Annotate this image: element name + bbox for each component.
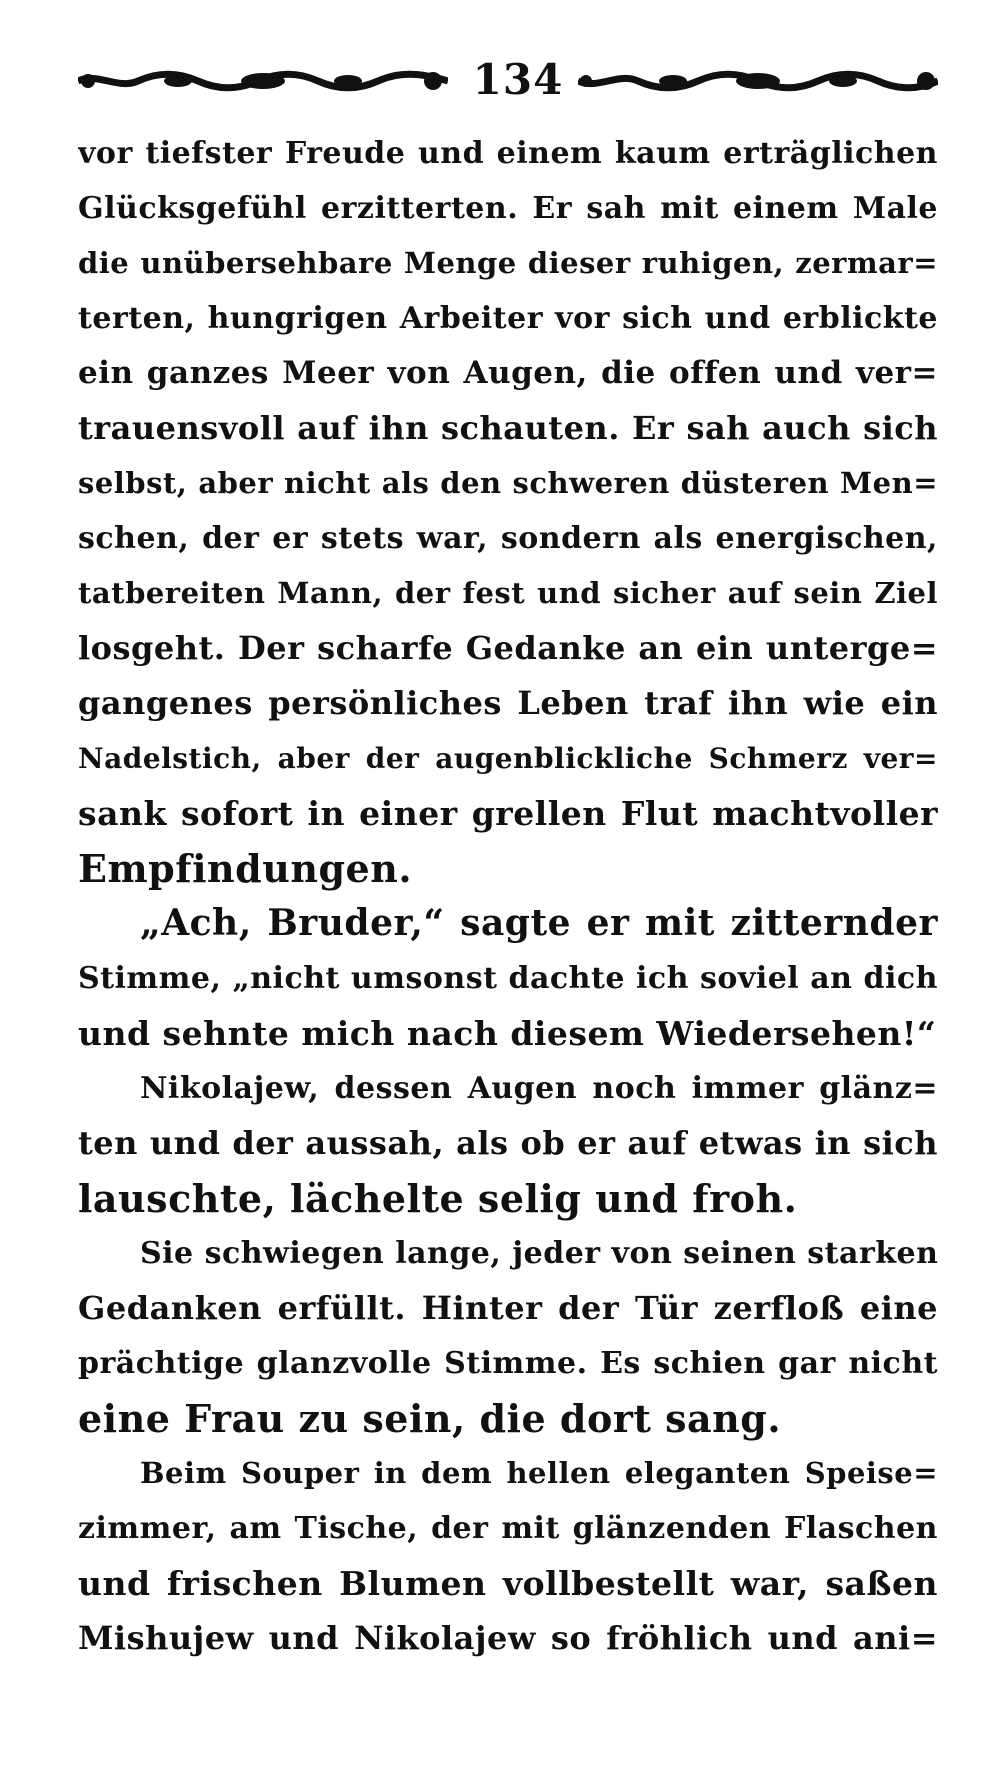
text-line: Gedanken erfüllt. Hinter der Tür zerfloß eine <box>78 1289 938 1327</box>
paragraph <box>78 1226 938 1446</box>
text-line: Stimme, „nicht umsonst dachte ich soviel an dich <box>78 961 938 996</box>
text-line: Beim Souper in dem hellen eleganten Speise= <box>140 1456 938 1490</box>
decorative-rule-left-icon <box>78 68 448 94</box>
decorative-rule-right-icon <box>578 68 938 94</box>
paragraph <box>78 126 938 896</box>
text-line: Nikolajew, dessen Augen noch immer glänz= <box>140 1071 938 1106</box>
text-line: tatbereiten Mann, der fest und sicher auf sein Ziel <box>78 576 938 610</box>
text-line: die unübersehbare Menge dieser ruhigen, zermar= <box>78 246 938 280</box>
text-line: ein ganzes Meer von Augen, die offen und ver= <box>78 355 938 391</box>
text-line: losgeht. Der scharfe Gedanke an ein unterge= <box>78 629 938 667</box>
page-header <box>78 50 938 110</box>
text-line: Sie schwiegen lange, jeder von seinen starken <box>140 1236 938 1271</box>
paragraph <box>78 1061 938 1226</box>
text-line: Nadelstich, aber der augenblickliche Schmerz ver= <box>78 742 938 775</box>
text-line: lauschte, lächelte selig und froh. <box>78 1176 798 1221</box>
text-line: sank sofort in einer grellen Flut machtvoller <box>78 794 938 833</box>
text-line: und frischen Blumen vollbestellt war, saßen <box>78 1564 938 1603</box>
text-line: Mishujew und Nikolajew so fröhlich und ani= <box>78 1619 938 1657</box>
page-number: 134 <box>472 55 564 104</box>
text-line: selbst, aber nicht als den schweren düsteren Men= <box>78 466 938 500</box>
text-line: eine Frau zu sein, die dort sang. <box>78 1396 782 1441</box>
text-line: und sehnte mich nach diesem Wiedersehen!“ <box>78 1014 937 1053</box>
text-line: zimmer, am Tische, der mit glänzenden Flaschen <box>78 1511 938 1546</box>
text-line: ten und der aussah, als ob er auf etwas in sich <box>78 1124 938 1162</box>
paragraph <box>78 896 938 1061</box>
text-line: schen, der er stets war, sondern als energischen, <box>78 521 938 556</box>
text-line: trauensvoll auf ihn schauten. Er sah auch sich <box>78 409 938 447</box>
text-line: vor tiefster Freude und einem kaum erträglichen <box>78 136 938 171</box>
text-line: Empfindungen. <box>78 846 413 891</box>
text-line: gangenes persönliches Leben traf ihn wie ein <box>78 684 938 722</box>
text-line: terten, hungrigen Arbeiter vor sich und erblickte <box>78 301 938 336</box>
text-line: Glücksgefühl erzitterten. Er sah mit einem Male <box>78 191 938 226</box>
body-text <box>78 126 938 1666</box>
text-line: prächtige glanzvolle Stimme. Es schien gar nicht <box>78 1346 938 1381</box>
paragraph <box>78 1446 938 1666</box>
text-line: „Ach, Bruder,“ sagte er mit zitternder <box>140 902 938 944</box>
